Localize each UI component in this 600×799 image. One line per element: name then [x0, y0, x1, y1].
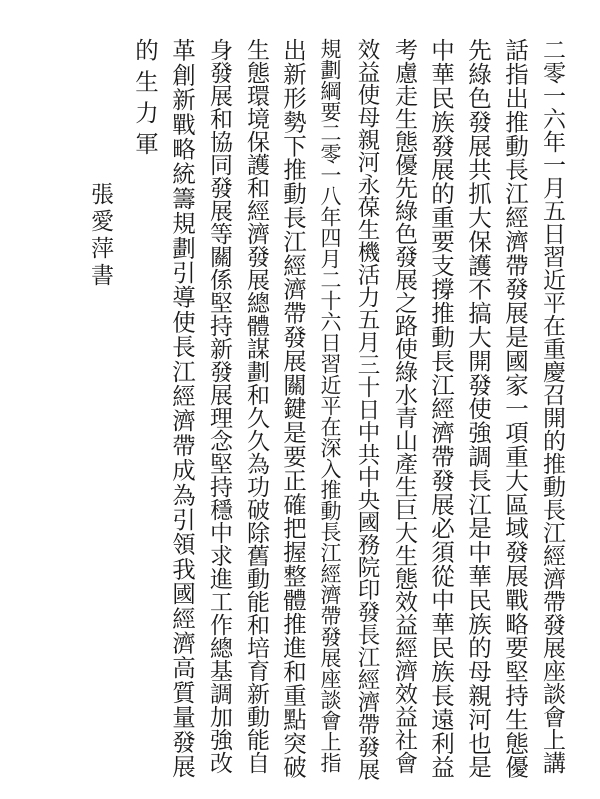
signature: 張愛萍書: [87, 182, 113, 290]
text-column-11: 革創新戰略統籌規劃引導使長江經濟帶成為引領我國經濟高質量發展: [168, 38, 196, 779]
text-column-10: 身發展和協同發展等關係堅持新發展理念堅持穩中求進工作總基調加強改: [206, 38, 232, 774]
text-column-8: 出新形勢下推動長江經濟帶發展關鍵是要正確把握整體推進和重點突破: [279, 38, 307, 779]
text-column-2: 話指出推動長江經濟帶發展是國家一項重大區域發展戰略要堅持生態優: [501, 38, 529, 779]
text-column-7: 規劃綱要二零一八年四月二十六日習近平在深入推動長江經濟帶發展座談會上指: [318, 38, 342, 773]
text-column-1: 二零一六年一月五日習近平在重慶召開的推動長江經濟帶發展座談會上講: [539, 38, 565, 774]
text-column-12: 的生力軍: [131, 38, 159, 163]
text-column-5: 考慮走生態優先綠色發展之路使綠水青山產生巨大生態效益經濟效益社會: [391, 38, 417, 774]
text-column-9: 生態環境保護和經濟發展總體謀劃和久久為功破除舊動能和培育新動能自: [243, 38, 269, 774]
text-column-4: 中華民族發展的重要支撐推動長江經濟帶發展必須從中華民族長遠利益: [427, 38, 455, 779]
text-column-3: 先綠色發展共抓大保護不搞大開發使強調長江是中華民族的母親河也是: [464, 38, 492, 779]
text-column-6: 效益使母親河永葆生機活力五月三十日中共中央國務院印發長江經濟帶發展: [354, 38, 380, 781]
